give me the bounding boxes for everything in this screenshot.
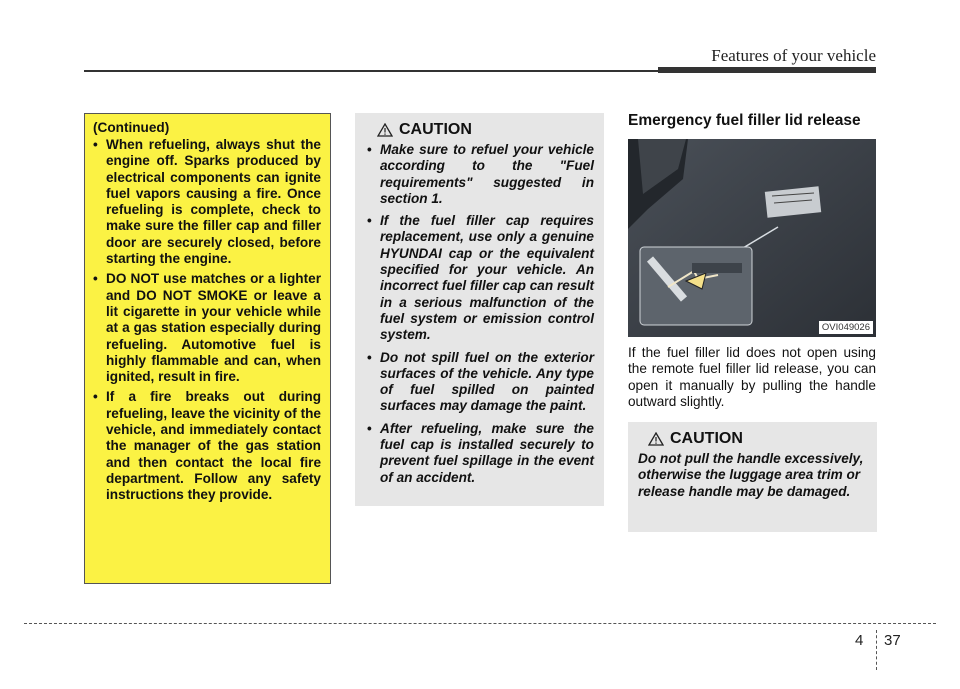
warning-item: • When refueling, always shut the engine off. Sparks produced by electrical components can ignite fuel vapors causing a fire. Once refueling is complete, check to make sure the filler cap and filler door are securely closed, before starting the engine. bbox=[93, 137, 321, 267]
image-code: OVI049026 bbox=[819, 321, 873, 334]
page-number: 37 bbox=[884, 632, 901, 649]
warning-box bbox=[84, 113, 331, 584]
chapter-number: 4 bbox=[855, 632, 864, 649]
caution-heading-text: CAUTION bbox=[399, 121, 472, 138]
caution-heading bbox=[377, 121, 594, 139]
caution-heading-2 bbox=[648, 430, 867, 448]
caution-item: • Do not spill fuel on the exterior surfaces of the vehicle. Any type of fuel spilled on painted surfaces may damage the paint. bbox=[367, 350, 594, 415]
fuel-lid-release-photo bbox=[628, 139, 876, 337]
caution-box bbox=[355, 113, 604, 506]
caution-item: • If the fuel filler cap requires replacement, use only a genuine HYUNDAI cap or the equivalent specified for your vehicle. An incorrect fuel filler cap can result in a serious malfunction of the fuel system or emission control system. bbox=[367, 213, 594, 343]
trunk-interior-illustration bbox=[628, 139, 876, 337]
warning-item: • DO NOT use matches or a lighter and DO NOT SMOKE or leave a lit cigarette in your vehicle while at a gas station especially during refueling. Automotive fuel is highly flammable and can, when ignited, result in fire. bbox=[93, 271, 321, 385]
footer-rule bbox=[24, 623, 936, 624]
caution-item: • Make sure to refuel your vehicle according to the "Fuel requirements" suggested in section 1. bbox=[367, 142, 594, 207]
section-title: Emergency fuel filler lid release bbox=[628, 112, 861, 129]
page-header-title: Features of your vehicle bbox=[711, 46, 876, 65]
caution-item: • After refueling, make sure the fuel cap is installed securely to prevent fuel spillage in the event of an accident. bbox=[367, 421, 594, 486]
warning-triangle-icon bbox=[377, 123, 393, 137]
caution-heading-2-text: CAUTION bbox=[670, 430, 743, 447]
caution-text-2: Do not pull the handle excessively, otherwise the luggage area trim or release handle may be damaged. bbox=[638, 451, 864, 499]
caution-list bbox=[367, 142, 594, 486]
page-number-separator bbox=[876, 630, 877, 670]
header-rule-accent bbox=[658, 67, 876, 73]
caution-box-2 bbox=[628, 422, 877, 532]
warning-item: • If a fire breaks out during refueling, leave the vicinity of the vehicle, and immediately contact the manager of the gas station and then contact the local fire department. Follow any safety instructions they provide. bbox=[93, 389, 321, 503]
warning-continued-label: (Continued) bbox=[93, 120, 170, 135]
warning-list bbox=[93, 137, 321, 504]
section-body: If the fuel filler lid does not open using the remote fuel filler lid release, you can open it manually by pulling the handle outward slightly. bbox=[628, 345, 876, 409]
warning-triangle-icon bbox=[648, 432, 664, 446]
